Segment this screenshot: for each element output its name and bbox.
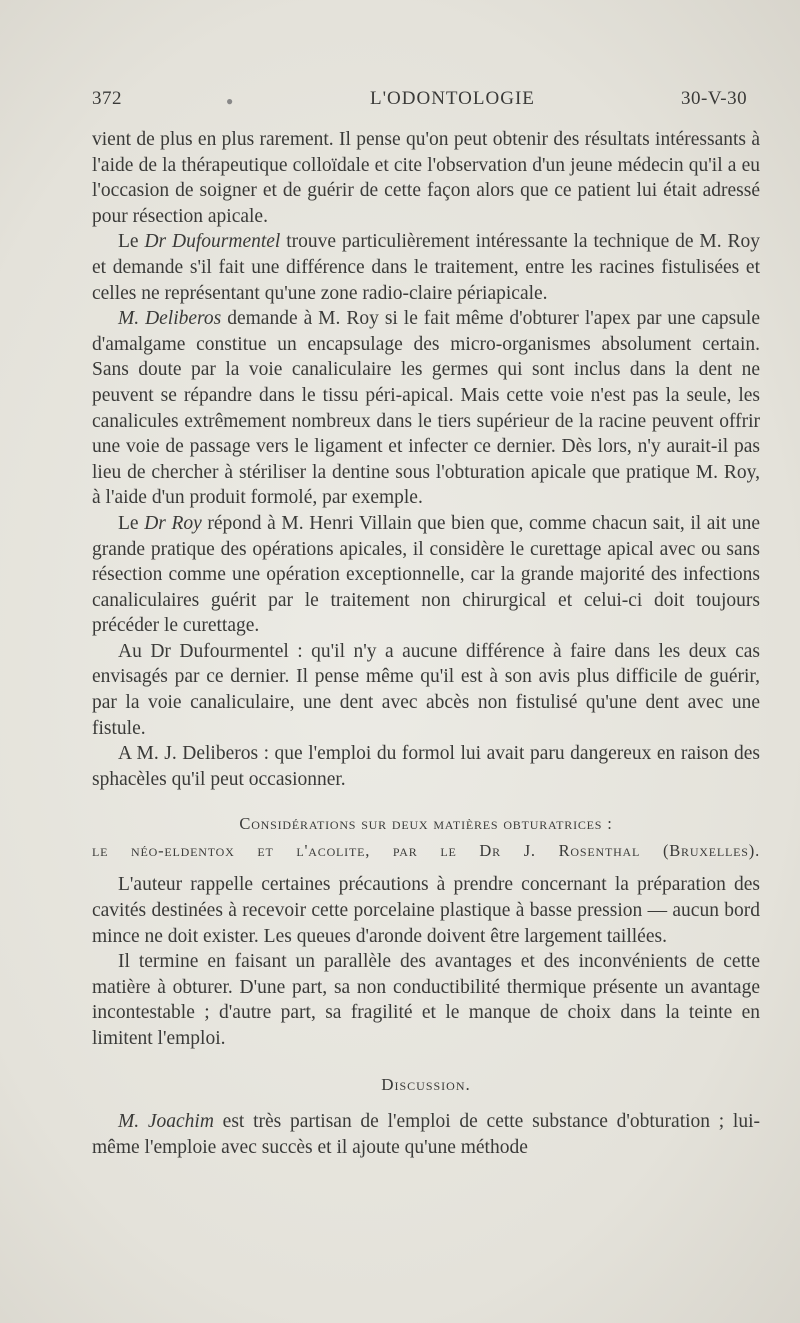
paragraph-text: demande à M. Roy si le fait même d'obturer l'apex par une capsule d'amalgame constitue un encapsulage des micro-organismes absolument certain. Sans doute par la voie canaliculaire les germes qui sont inclus dans la dent ne peuvent se répandre dans le tissu péri-apical. Mais cette voie n'est pas la seule, les canalicules extrêmement nombreux dans le tiers supérieur de la racine peuvent offrir une voie de passage vers le ligament et infecter ce dernier. Dès lors, n'y aurait-il pas lieu de chercher à stériliser la dentine sous l'obturation apicale que pratique M. Roy, à l'aide d'un produit formolé, par exemple. xyxy=(92,308,761,509)
paragraph-continued: vient de plus en plus rarement. Il pense qu'on peut obtenir des résultats intéressants à l'aide de la thérapeutique colloïdale et cite l'observation d'un jeune médecin qu'il a eu l'occasion de soigner et de guérir de cette façon alors que ce patient lui était adressé pour résection apicale. xyxy=(92,129,760,227)
speaker-name: Dr Roy xyxy=(144,512,202,534)
section-heading-line2: le néo-eldentox et l'acolite, par le Dr J. Rosenthal (Bruxelles). xyxy=(92,841,760,861)
discussion-heading: Discussion. xyxy=(381,1074,471,1094)
printer-mark: ● xyxy=(226,94,234,108)
paragraph-lead: Le xyxy=(118,231,139,253)
paragraph-author-precautions: L'auteur rappelle certaines précautions à prendre concernant la préparation des cavités destinées à recevoir cette porcelaine plastique à basse pression — aucun bord mince ne doit exister. Les queues d'aronde doivent être largement taillées. xyxy=(92,874,760,947)
paragraph-joachim xyxy=(92,1109,760,1160)
paragraph-dufourmentel-question xyxy=(92,229,760,306)
speaker-name: M. Joachim xyxy=(118,1111,214,1133)
running-header xyxy=(0,88,800,116)
paragraph-comparison: Il termine en faisant un parallèle des avantages et des inconvénients de cette matière à obturer. D'une part, sa non conductibilité thermique présente un avantage incontestable ; d'autre part, sa fragilité et le manque de choix dans la teinte en limitent l'emploi. xyxy=(92,951,760,1049)
paragraph-text: trouve particulièrement intéressante la technique de M. Roy et demande s'il fait une différence dans le traitement, entre les racines fistulisées et celles ne représentant qu'une zone radio-claire périapicale. xyxy=(92,231,761,304)
page-number: 372 xyxy=(92,88,122,109)
speaker-name: Dr Dufourmentel xyxy=(144,231,281,253)
paragraph-deliberos-question xyxy=(92,306,760,511)
journal-title: L'ODONTOLOGIE xyxy=(370,88,535,109)
paragraph-reply-dufourmentel: Au Dr Dufourmentel : qu'il n'y a aucune différence à faire dans les deux cas envisagés par ce dernier. Il pense même qu'il est à son avis plus difficile de guérir, par la voie canaliculaire, une dent avec abcès non fistulisé qu'une dent avec une fistule. xyxy=(92,640,760,739)
paragraph-reply-deliberos: A M. J. Deliberos : que l'emploi du formol lui avait paru dangereux en raison des sphacèles qu'il peut occasionner. xyxy=(92,743,760,790)
speaker-name: M. Deliberos xyxy=(118,308,222,330)
section-heading-line1: Considérations sur deux matières obturatrices : xyxy=(239,814,613,834)
issue-date: 30-V-30 xyxy=(681,88,748,109)
paragraph-text: est très partisan de l'emploi de cette substance d'obturation ; lui-même l'emploie avec succès et il ajoute qu'une méthode xyxy=(92,1111,761,1158)
section-heading xyxy=(92,810,760,864)
paragraph-roy-reply xyxy=(92,511,760,639)
article-body xyxy=(92,127,760,1160)
paragraph-lead: Le xyxy=(118,512,139,534)
paragraph-text: répond à M. Henri Villain que bien que, comme chacun sait, il ait une grande pratique des opérations apicales, il considère le curettage apical avec ou sans résection comme une opération exceptionnelle, car la grande majorité des infections canaliculaires guérit par le traitement non chirurgical et celui-ci doit toujours précéder le curettage. xyxy=(92,512,761,637)
